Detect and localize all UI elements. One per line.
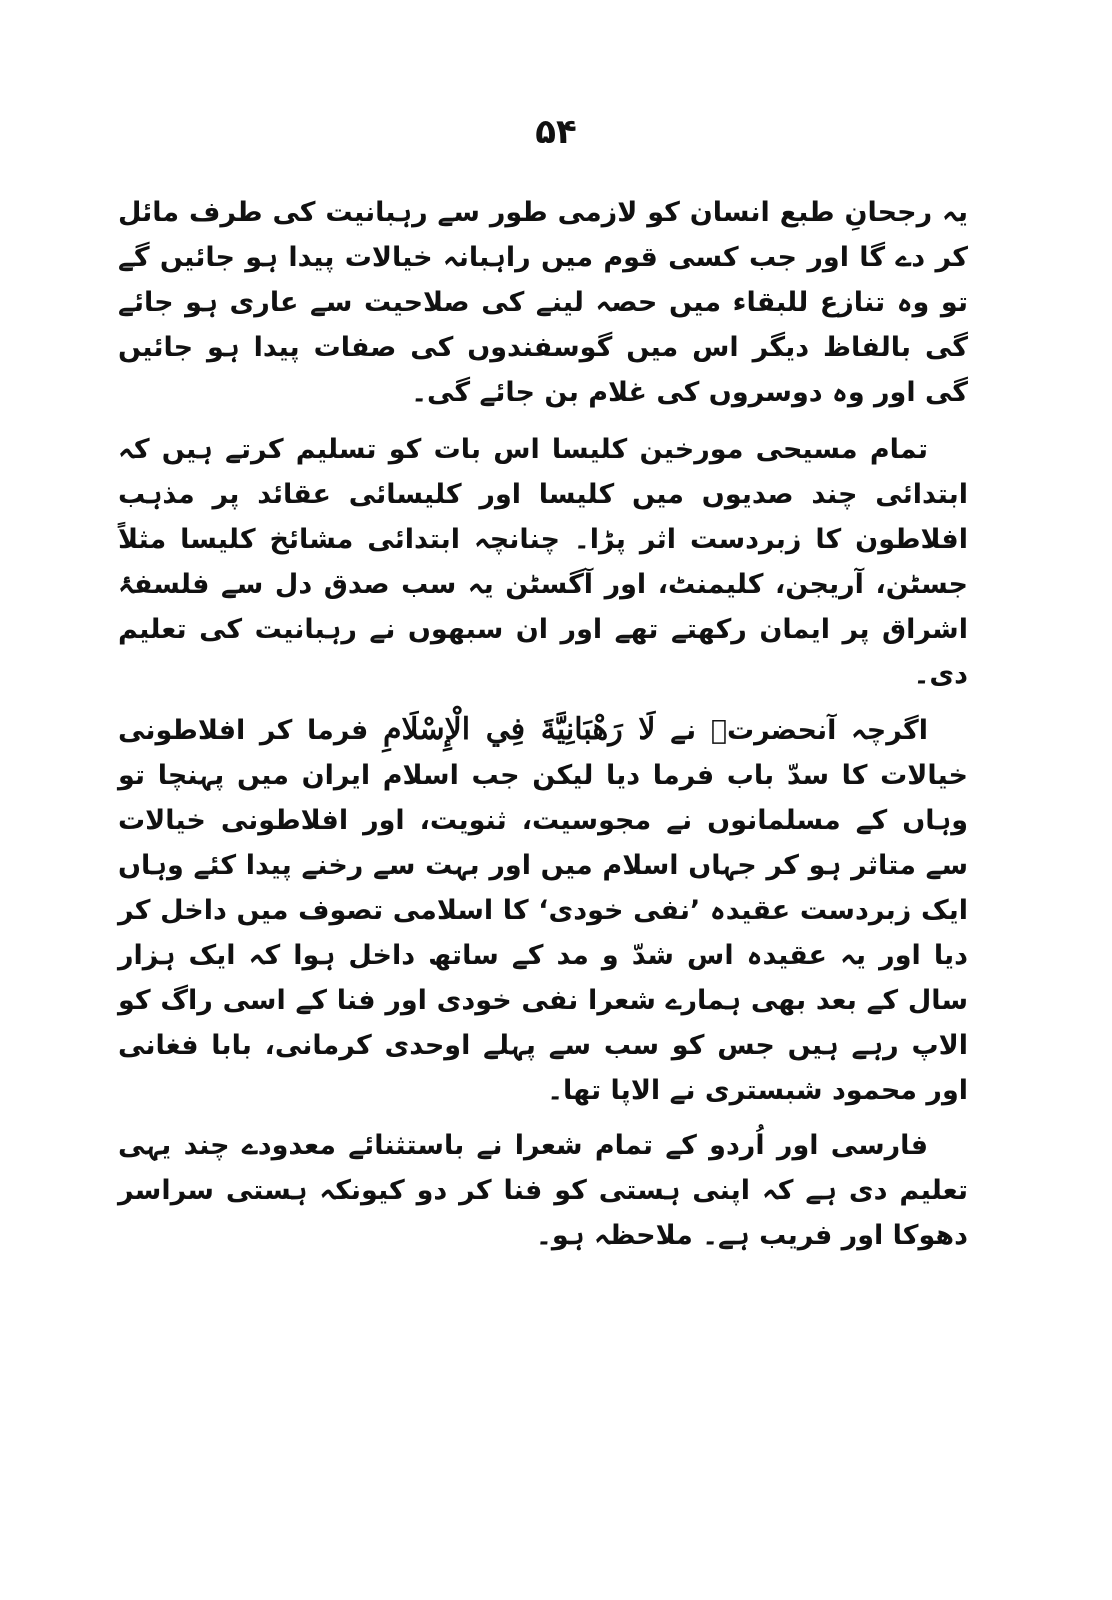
page-number: ۵۴ (535, 112, 577, 152)
page-body (118, 190, 968, 1268)
paragraph-2: تمام مسیحی مورخین کلیسا اس بات کو تسلیم کرتے ہیں کہ ابتدائی چند صدیوں میں کلیسا اور کلیسائی عقائد پر مذہب افلاطون کا زبردست اثر پڑا۔ چنانچہ ابتدائی مشائخ کلیسا مثلاً جسٹن، آریجن، کلیمنٹ، اور آگسٹن یہ سب صدق دل سے فلسفۂ اشراق پر ایمان رکھتے تھے اور ان سبھوں نے رہبانیت کی تعلیم دی۔ (118, 434, 968, 690)
paragraph-3-lead: اگرچہ آنحضرتؐ نے (670, 715, 928, 746)
paragraph-4: فارسی اور اُردو کے تمام شعرا نے باستثنائے معدودے چند یہی تعلیم دی ہے کہ اپنی ہستی کو فنا کر دو کیونکہ ہستی سراسر دھوکا اور فریب ہے۔ ملاحظہ ہو۔ (118, 1130, 968, 1251)
paragraph-3 (118, 707, 968, 1113)
paragraph-1: یہ رجحانِ طبع انسان کو لازمی طور سے رہبانیت کی طرف مائل کر دے گا اور جب کسی قوم میں راہبانہ خیالات پیدا ہو جائیں گے تو وہ تنازع للبقاء میں حصہ لینے کی صلاحیت سے عاری ہو جائے گی بالفاظ دیگر اس میں گوسفندوں کی صفات پیدا ہو جائیں گی اور وہ دوسروں کی غلام بن جائے گی۔ (118, 197, 968, 408)
arabic-hadith-quote: لَا رَهْبَانِيَّةَ فِي الْإِسْلَامِ (382, 712, 656, 747)
paragraph-3-body: فرما کر افلاطونی خیالات کا سدّ باب فرما دیا لیکن جب اسلام ایران میں پہنچا تو وہاں کے مسلمانوں نے مجوسیت، ثنویت، اور افلاطونی خیالات سے متاثر ہو کر جہاں اسلام میں اور بہت سے رخنے پیدا کئے وہاں ایک زبردست عقیدہ ’نفی خودی‘ کا اسلامی تصوف میں داخل کر دیا اور یہ عقیدہ اس شدّ و مد کے ساتھ داخل ہوا کہ ایک ہزار سال کے بعد بھی ہمارے شعرا نفی خودی اور فنا کے اسی راگ کو الاپ رہے ہیں جس کو سب سے پہلے اوحدی کرمانی، بابا فغانی اور محمود شبستری نے الاپا تھا۔ (118, 715, 968, 1106)
